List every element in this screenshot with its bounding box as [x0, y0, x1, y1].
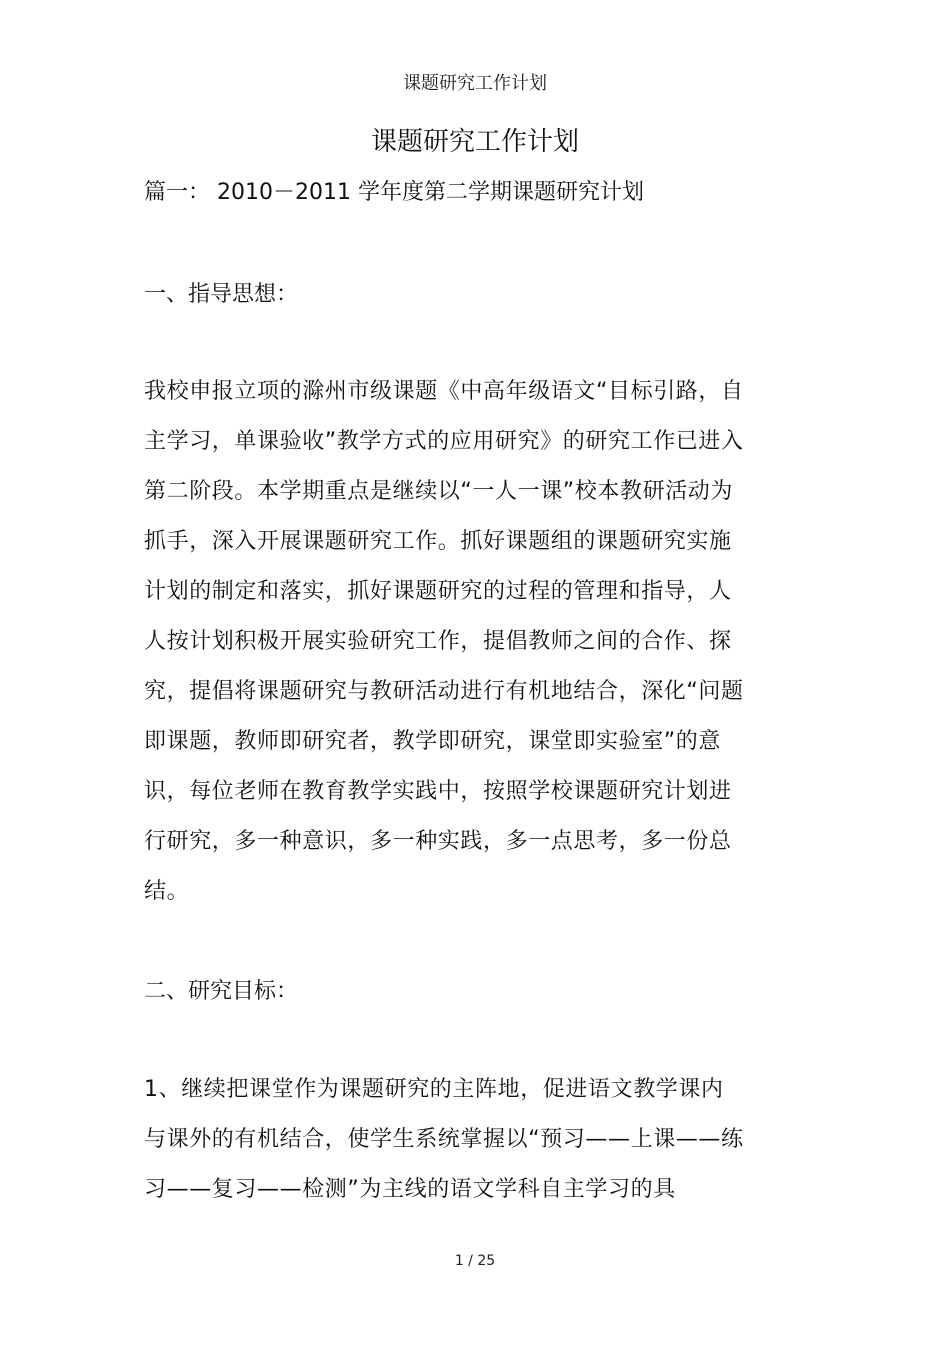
- document-subtitle: 篇一： 2010－2011 学年度第二学期课题研究计划: [144, 180, 644, 205]
- document-title: 课题研究工作计划: [370, 127, 579, 157]
- running-header: 课题研究工作计划: [403, 73, 547, 94]
- section-heading-research-goals: 二、研究目标：: [144, 979, 299, 1004]
- section-heading-guiding-ideology: 一、指导思想：: [144, 282, 299, 307]
- section-paragraph-guiding-ideology: 我校申报立项的滁州市级课题《中高年级语文“目标引路，自主学习，单课验收”教学方式的应用研究》的研究工作已进入第二阶段。本学期重点是继续以“一人一课”校本教研活动为抓手，深入开展课题研究工作。抓好课题组的课题研究实施计划的制定和落实，抓好课题研究的过程的管理和指导，人人按计划积极开展实验研究工作，提倡教师之间的合作、探究，提倡将课题研究与教研活动进行有机地结合，深化“问题即课题，教师即研究者，教学即研究，课堂即实验室”的意识，每位老师在教育教学实践中，按照学校课题研究计划进行研究，多一种意识，多一种实践，多一点思考，多一份总结。: [144, 379, 744, 904]
- page-number: 1 / 25: [454, 1253, 496, 1269]
- section-paragraph-research-goals: 1、继续把课堂作为课题研究的主阵地，促进语文教学课内与课外的有机结合，使学生系统掌握以“预习——上课——练习——复习——检测”为主线的语文学科自主学习的具: [144, 1077, 744, 1202]
